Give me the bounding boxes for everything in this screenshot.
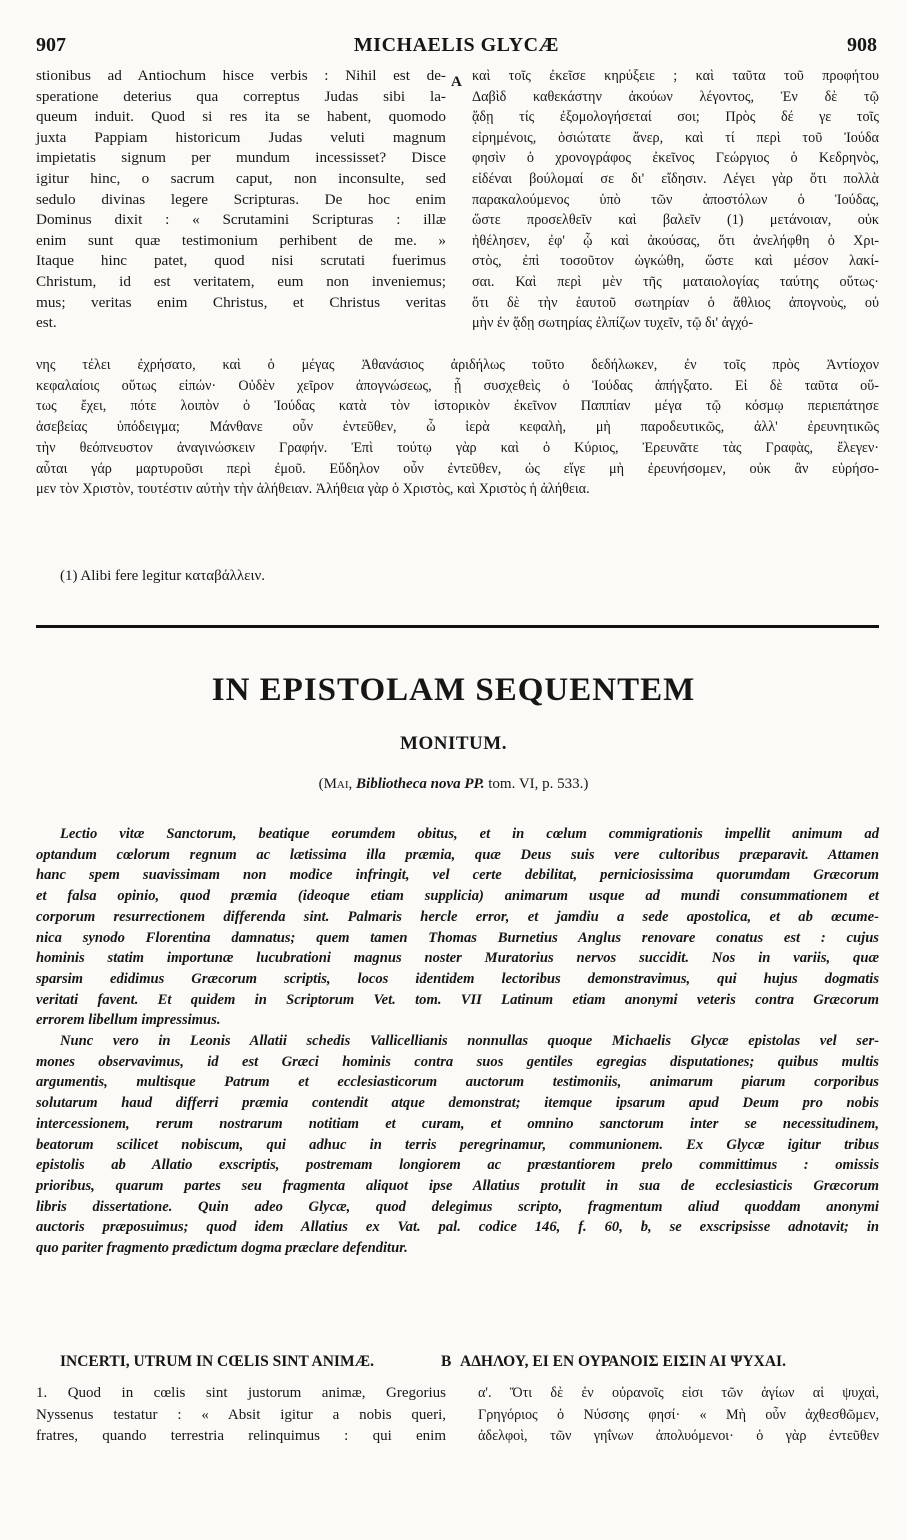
source-rest: tom. VI, p. 533.) (488, 776, 589, 792)
text-line: mones observavimus, id est Græci hominis contra suos gentiles egregias disputationes; quibus multis (36, 1053, 879, 1070)
text-line: mus; veritas enim Christus, et Christus veritas (36, 293, 446, 311)
text-line: optandum cœlorum regnum ac lætissima illa præmia, quæ Deus suis vere cultoribus præparavit. Attamen (36, 846, 879, 863)
latin-column-top (36, 66, 446, 334)
text-line: τως ἔχει, πότε λοιπὸν ὁ Ἰούδας κατὰ τὸν ἱστορικὸν ἐκεῖνον Παππίαν μέγα τῷ κόσμῳ περιεπάτησε (36, 398, 879, 415)
text-line: queum induit. Quod si res ita se habent, quomodo (36, 108, 446, 126)
text-line: Christum, id est veritatem, eum non inveniemus; (36, 272, 446, 290)
text-line: μεν τὸν Χριστὸν, τουτέστιν αὐτὴν τὴν ἀλήθειαν. Ἀλήθεια γὰρ ὁ Χριστὸς, καὶ Χριστὸς ἡ ἀλήθεια. (36, 481, 590, 498)
text-line: solutarum haud differri præmia contendit atque demonstrat; itemque ipsarum apud Deum pro nobis (36, 1095, 879, 1112)
section-heading-greek: ΑΔΗΛΟΥ, ΕΙ ΕΝ ΟΥΡΑΝΟΙΣ ΕΙΣΙΝ ΑΙ ΨΥΧΑΙ. (460, 1353, 786, 1370)
text-line: argumentis, multisque Patrum et ecclesiasticorum auctorum testimoniis, animarum piarum corporibus (36, 1074, 879, 1091)
text-line: veritati favent. Et quidem in Scriptorum Vet. tom. VII Latinum etiam anonymi veteris contra Græcorum (36, 991, 879, 1008)
text-line: ἀσεβείας ὑπόδειγμα; Μάνθανε οὖν ἐντεῦθεν, ὦ ἱερὰ κεφαλὴ, μὴ παροδευτικῶς, ἀλλ' ἐρευνητικῶς (36, 419, 879, 436)
running-head (36, 34, 877, 62)
text-line: Nyssenus testatur : « Absit igitur a nobis queri, (36, 1406, 446, 1423)
section-heading-latin: INCERTI, UTRUM IN CŒLIS SINT ANIMÆ. (60, 1353, 374, 1370)
greek-column-bottom (478, 1383, 879, 1448)
column-marker-a: A (451, 74, 462, 90)
text-line: epistolis ab Allatio exscriptis, postremam longiorem ac præstantiorem prelo committimus : omissis (36, 1157, 879, 1174)
text-line: Itaque hinc patet, quod nisi scrutati fuerimus (36, 252, 446, 270)
text-line: Dominus dixit : « Scrutamini Scripturas : illæ (36, 211, 446, 229)
main-title: IN EPISTOLAM SEQUENTEM (211, 672, 696, 708)
monitum-text (36, 824, 879, 1259)
text-line: Δαβὶδ καθεκάστην ἀκούων λέγοντος, Ἐν δὲ τῷ (472, 88, 879, 105)
text-line: auctoris præposuimus; quod idem Allatius ex Vat. pal. codice 146, f. 60, b, se exscripsisse adnotavit; in (36, 1219, 879, 1236)
text-line: καὶ τοῖς ἐκεῖσε κηρύξειε ; καὶ ταῦτα τοῦ προφήτου (472, 68, 879, 84)
text-line: libris dissertatione. Quin adeo Glycæ, quod delegimus scripto, fragmentum aliud quoddam anonymi (36, 1198, 879, 1215)
sub-title: MONITUM. (400, 733, 507, 754)
text-line: ἀδελφοὶ, τῶν γηΐνων ἀπολυόμενοι· ὁ γὰρ ἐντεῦθεν (478, 1428, 879, 1444)
text-line: αὗται γάρ μαρτυροῦσι περὶ ἐμοῦ. Εὔδηλον οὖν ἐντεῦθεν, ὡς εἴγε μὴ ἐρευνήσομεν, οὐκ ἂν εὑρήσο- (36, 460, 879, 477)
text-line: errorem libellum impressimus. (36, 1012, 221, 1029)
latin-column-bottom (36, 1383, 446, 1448)
text-line: fratres, quando terrestria relinquimus : qui enim (36, 1428, 446, 1444)
text-line: et falsa opinio, quod præmia (ideoque etiam supplicia) animarum usque ad mundi consummationem et (36, 888, 879, 905)
text-line: ὥστε προσελθεῖν καὶ βαλεῖν (1) μετάνοιαν, οὐκ (472, 212, 879, 229)
text-line: enim sunt quæ testimonium perhibent de me. » (36, 231, 446, 249)
text-line: νης τέλει ἐχρήσατο, καὶ ὁ μέγας Ἀθανάσιος ἀριδήλως τοῦτο δεδήλωκεν, ἐν τοῖς πρὸς Ἀντίοχον (36, 357, 879, 373)
text-line: σαι. Καὶ περὶ μὲν τῆς ματαιολογίας ταύτης οὕτως· (472, 273, 879, 290)
text-line: sparsim edidimus Græcorum scriptis, locos identidem lectoribus demonstravimus, qui hujus dogmatis (36, 970, 879, 987)
text-line: εἰρημένοις, ὁσιώτατε ἄνερ, καὶ τί περὶ τοῦ Ἰούδα (472, 129, 879, 146)
text-line: Γρηγόριος ὁ Νύσσης φησί· « Μὴ οὖν ἀχθεσθῶμεν, (478, 1406, 879, 1423)
text-line: hanc spem suavissimam non modice infringit, vel certe debilitat, perniciosissima quorumdam Græcorum (36, 867, 879, 884)
source-open: ( (318, 776, 324, 792)
greek-fullwidth-text (36, 355, 879, 500)
source-citation (0, 776, 907, 793)
text-line: quo pariter fragmento prædictum dogma præclare defenditur. (36, 1240, 408, 1257)
text-line: stionibus ad Antiochum hisce verbis : Nihil est de- (36, 67, 446, 84)
section-rule (36, 625, 879, 628)
text-line: εἰδέναι βούλομαί σε δι' εἴδησιν. Λέγει γὰρ ὅτι πολλὰ (472, 170, 879, 187)
text-line: μὴν ἐν ᾅδῃ σωτηρίας ἐλπίζων τυχεῖν, τῷ δι' ἀγχό- (472, 315, 754, 332)
text-line: Nunc vero in Leonis Allatii schedis Vallicellianis nonnullas quoque Michaelis Glycæ epistolas vel ser- (60, 1033, 879, 1050)
page-number-right: 908 (846, 34, 877, 56)
text-line: φησὶν ὁ χρονογράφος ἐκεῖνος Γεώργιος ὁ Κεδρηνὸς, (472, 150, 879, 167)
greek-column-top (472, 66, 879, 334)
text-line: est. (36, 314, 57, 332)
text-line: speratione deterius qua correptus Judas sibi la- (36, 87, 446, 105)
text-line: Lectio vitæ Sanctorum, beatique eorumdem obitus, et in cœlum commigrationis impellit animum ad (60, 826, 879, 842)
text-line: παρακαλούμενος ὑπὸ τῶν ἀποστόλων ὁ Ἰούδας, (472, 191, 879, 208)
running-title: MICHAELIS GLYCÆ (353, 34, 560, 56)
text-line: α'. Ὅτι δὲ ἐν οὐρανοῖς εἰσι τῶν ἁγίων αἱ ψυχαὶ, (478, 1385, 879, 1401)
text-line: prioribus, quarum partes seu fragmenta aliquot ipse Allatius protulit in sua de ecclesiasticis Græcorum (36, 1177, 879, 1194)
text-line: nica synodo Florentina damnatus; quem tamen Thomas Burnetius Anglus renovare conatus est : cujus (36, 929, 879, 946)
text-line: sedulo divinas legere Scripturas. De hoc enim (36, 190, 446, 208)
text-line: κεφαλαίοις οὕτως εἰπών· Οὐδὲν χεῖρον ἀπογνώσεως, ᾗ συσχεθεὶς ὁ Ἰούδας ἀπήγξατο. Εἰ δὲ ταῦτα οὕ- (36, 377, 879, 394)
text-line: intercessionem, rerum nostrarum notitiam et curam, et omnino sanctorum inter se necessitudinem, (36, 1115, 879, 1132)
source-author: Mai, (323, 776, 353, 792)
text-line: ὅτι δὲ τὴν ἑαυτοῦ σωτηρίαν ὁ ἄθλιος ἀπογνοὺς, οὐ (472, 294, 879, 311)
text-line: beatorum scilicet nobiscum, qui adhuc in terris peregrinamur, communionem. Ex Glycæ igitur tribus (36, 1136, 879, 1153)
page-number-left: 907 (36, 34, 66, 56)
text-line: στὸς, ἐπὶ τοσοῦτον ὠγκώθη, ὥστε καὶ μέσον λακί- (472, 253, 879, 270)
text-line: juxta Pappiam historicum Judas veluti magnum (36, 128, 446, 146)
text-line: τὴν θεόπνευστον ἀναγινώσκειν Γραφήν. Ἐπὶ τούτῳ γὰρ καὶ ὁ Κύριος, Ἐρευνᾶτε τὰς Γραφὰς, ἔλεγεν· (36, 439, 879, 456)
source-journal: Bibliotheca nova PP. (356, 776, 485, 792)
text-line: 1. Quod in cœlis sint justorum animæ, Gregorius (36, 1385, 446, 1401)
text-line: impietatis signum per mundum incessisset? Disce (36, 149, 446, 167)
column-marker-b: B (441, 1353, 452, 1370)
text-line: ᾅδῃ τίς ἐξομολογήσεταί σοι; Πρὸς δέ γε τοῖς (472, 109, 879, 126)
text-line: ἠθέλησεν, ἐφ' ᾧ καὶ ἀκούσας, ὅτι ἀνελήφθη ὁ Χρι- (472, 232, 879, 249)
text-line: hominis statim importunæ lucubrationi magnus noster Muratorius nervos succidit. Nos in variis, quæ (36, 950, 879, 967)
text-line: corporum resurrectionem differenda sint. Palmaris hercle error, et jamdiu a sede apostolica, et ab œcume- (36, 908, 879, 925)
text-line: igitur hinc, o sacrum caput, non inconsulte, sed (36, 169, 446, 187)
footnote: (1) Alibi fere legitur καταβάλλειν. (60, 568, 266, 584)
